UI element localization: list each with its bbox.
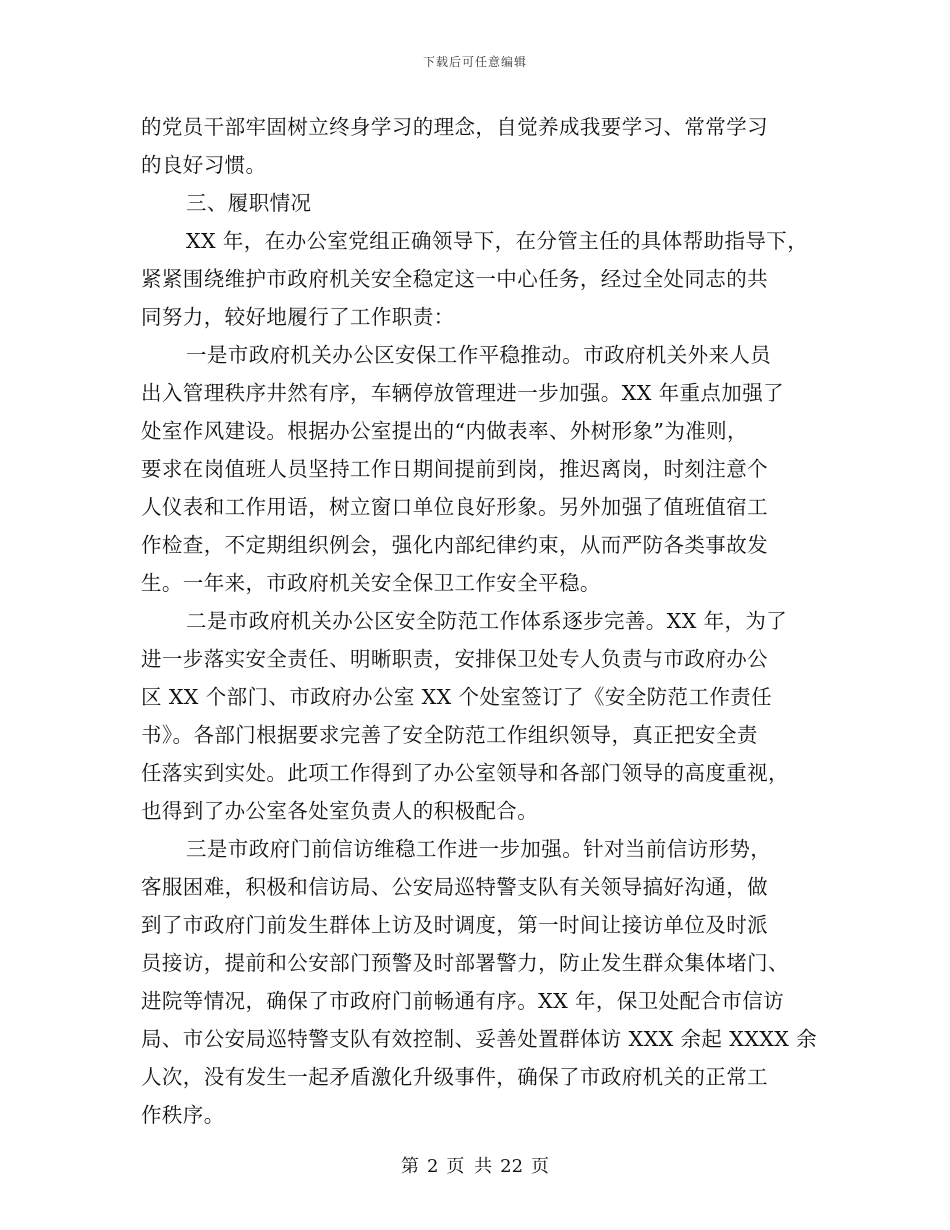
text-line: 一是市政府机关办公区安保工作平稳推动。市政府机关外来人员	[186, 343, 772, 367]
text-line: 进一步落实安全责任、明晰职责，安排保卫处专人负责与市政府办公	[141, 647, 768, 671]
text-line: 人仪表和工作用语，树立窗口单位良好形象。另外加强了值班值宿工	[141, 495, 768, 519]
section-heading: 三、履职情况	[186, 191, 312, 215]
footer-prefix: 第	[400, 1156, 419, 1177]
text-line: 也得到了办公室各处室负责人的积极配合。	[141, 799, 539, 823]
footer-suffix: 页	[531, 1156, 550, 1177]
text-line: 人次，没有发生一起矛盾激化升级事件，确保了市政府机关的正常工	[141, 1065, 768, 1089]
text-line: 同努力，较好地履行了工作职责：	[141, 305, 455, 329]
text-line: 员接访，提前和公安部门预警及时部署警力，防止发生群众集体堵门、	[141, 951, 789, 975]
text-line: 的良好习惯。	[141, 153, 267, 177]
text-line: 书》。各部门根据要求完善了安全防范工作组织领导，真正把安全责	[141, 723, 758, 747]
text-line: 任落实到实处。此项工作得到了办公室领导和各部门领导的高度重视，	[141, 761, 789, 785]
total-pages-number: 22	[500, 1156, 524, 1177]
text-line: 进院等情况，确保了市政府门前畅通有序。XX 年，保卫处配合市信访	[141, 989, 785, 1013]
text-line: 的党员干部牢固树立终身学习的理念，自觉养成我要学习、常常学习	[141, 115, 768, 139]
page-footer	[0, 1152, 950, 1178]
text-line: 局、市公安局巡特警支队有效控制、妥善处置群体访 XXX 余起 XXXX 余	[141, 1027, 818, 1051]
text-line: 要求在岗值班人员坚持工作日期间提前到岗，推迟离岗，时刻注意个	[141, 457, 768, 481]
text-line: 作秩序。	[141, 1103, 225, 1127]
text-line: 处室作风建设。根据办公室提出的“内做表率、外树形象”为准则，	[141, 419, 748, 443]
document-body	[141, 108, 818, 1134]
header-note: 下载后可任意编辑	[422, 55, 527, 69]
text-line: XX 年，在办公室党组正确领导下，在分管主任的具体帮助指导下，	[186, 229, 809, 253]
text-line: 出入管理秩序井然有序，车辆停放管理进一步加强。XX 年重点加强了	[141, 381, 785, 405]
text-line: 客服困难，积极和信访局、公安局巡特警支队有关领导搞好沟通，做	[141, 875, 768, 899]
text-line: 二是市政府机关办公区安全防范工作体系逐步完善。XX 年，为了	[186, 609, 788, 633]
current-page-number: 2	[426, 1156, 439, 1177]
text-line: 区 XX 个部门、市政府办公室 XX 个处室签订了《安全防范工作责任	[141, 685, 773, 709]
text-line: 生。一年来，市政府机关安全保卫工作安全平稳。	[141, 571, 601, 595]
text-line: 作检查，不定期组织例会，强化内部纪律约束，从而严防各类事故发	[141, 533, 768, 557]
footer-middle: 页 共	[446, 1156, 493, 1177]
text-line: 紧紧围绕维护市政府机关安全稳定这一中心任务，经过全处同志的共	[141, 267, 768, 291]
text-line: 到了市政府门前发生群体上访及时调度，第一时间让接访单位及时派	[141, 913, 768, 937]
text-line: 三是市政府门前信访维稳工作进一步加强。针对当前信访形势，	[186, 837, 772, 861]
